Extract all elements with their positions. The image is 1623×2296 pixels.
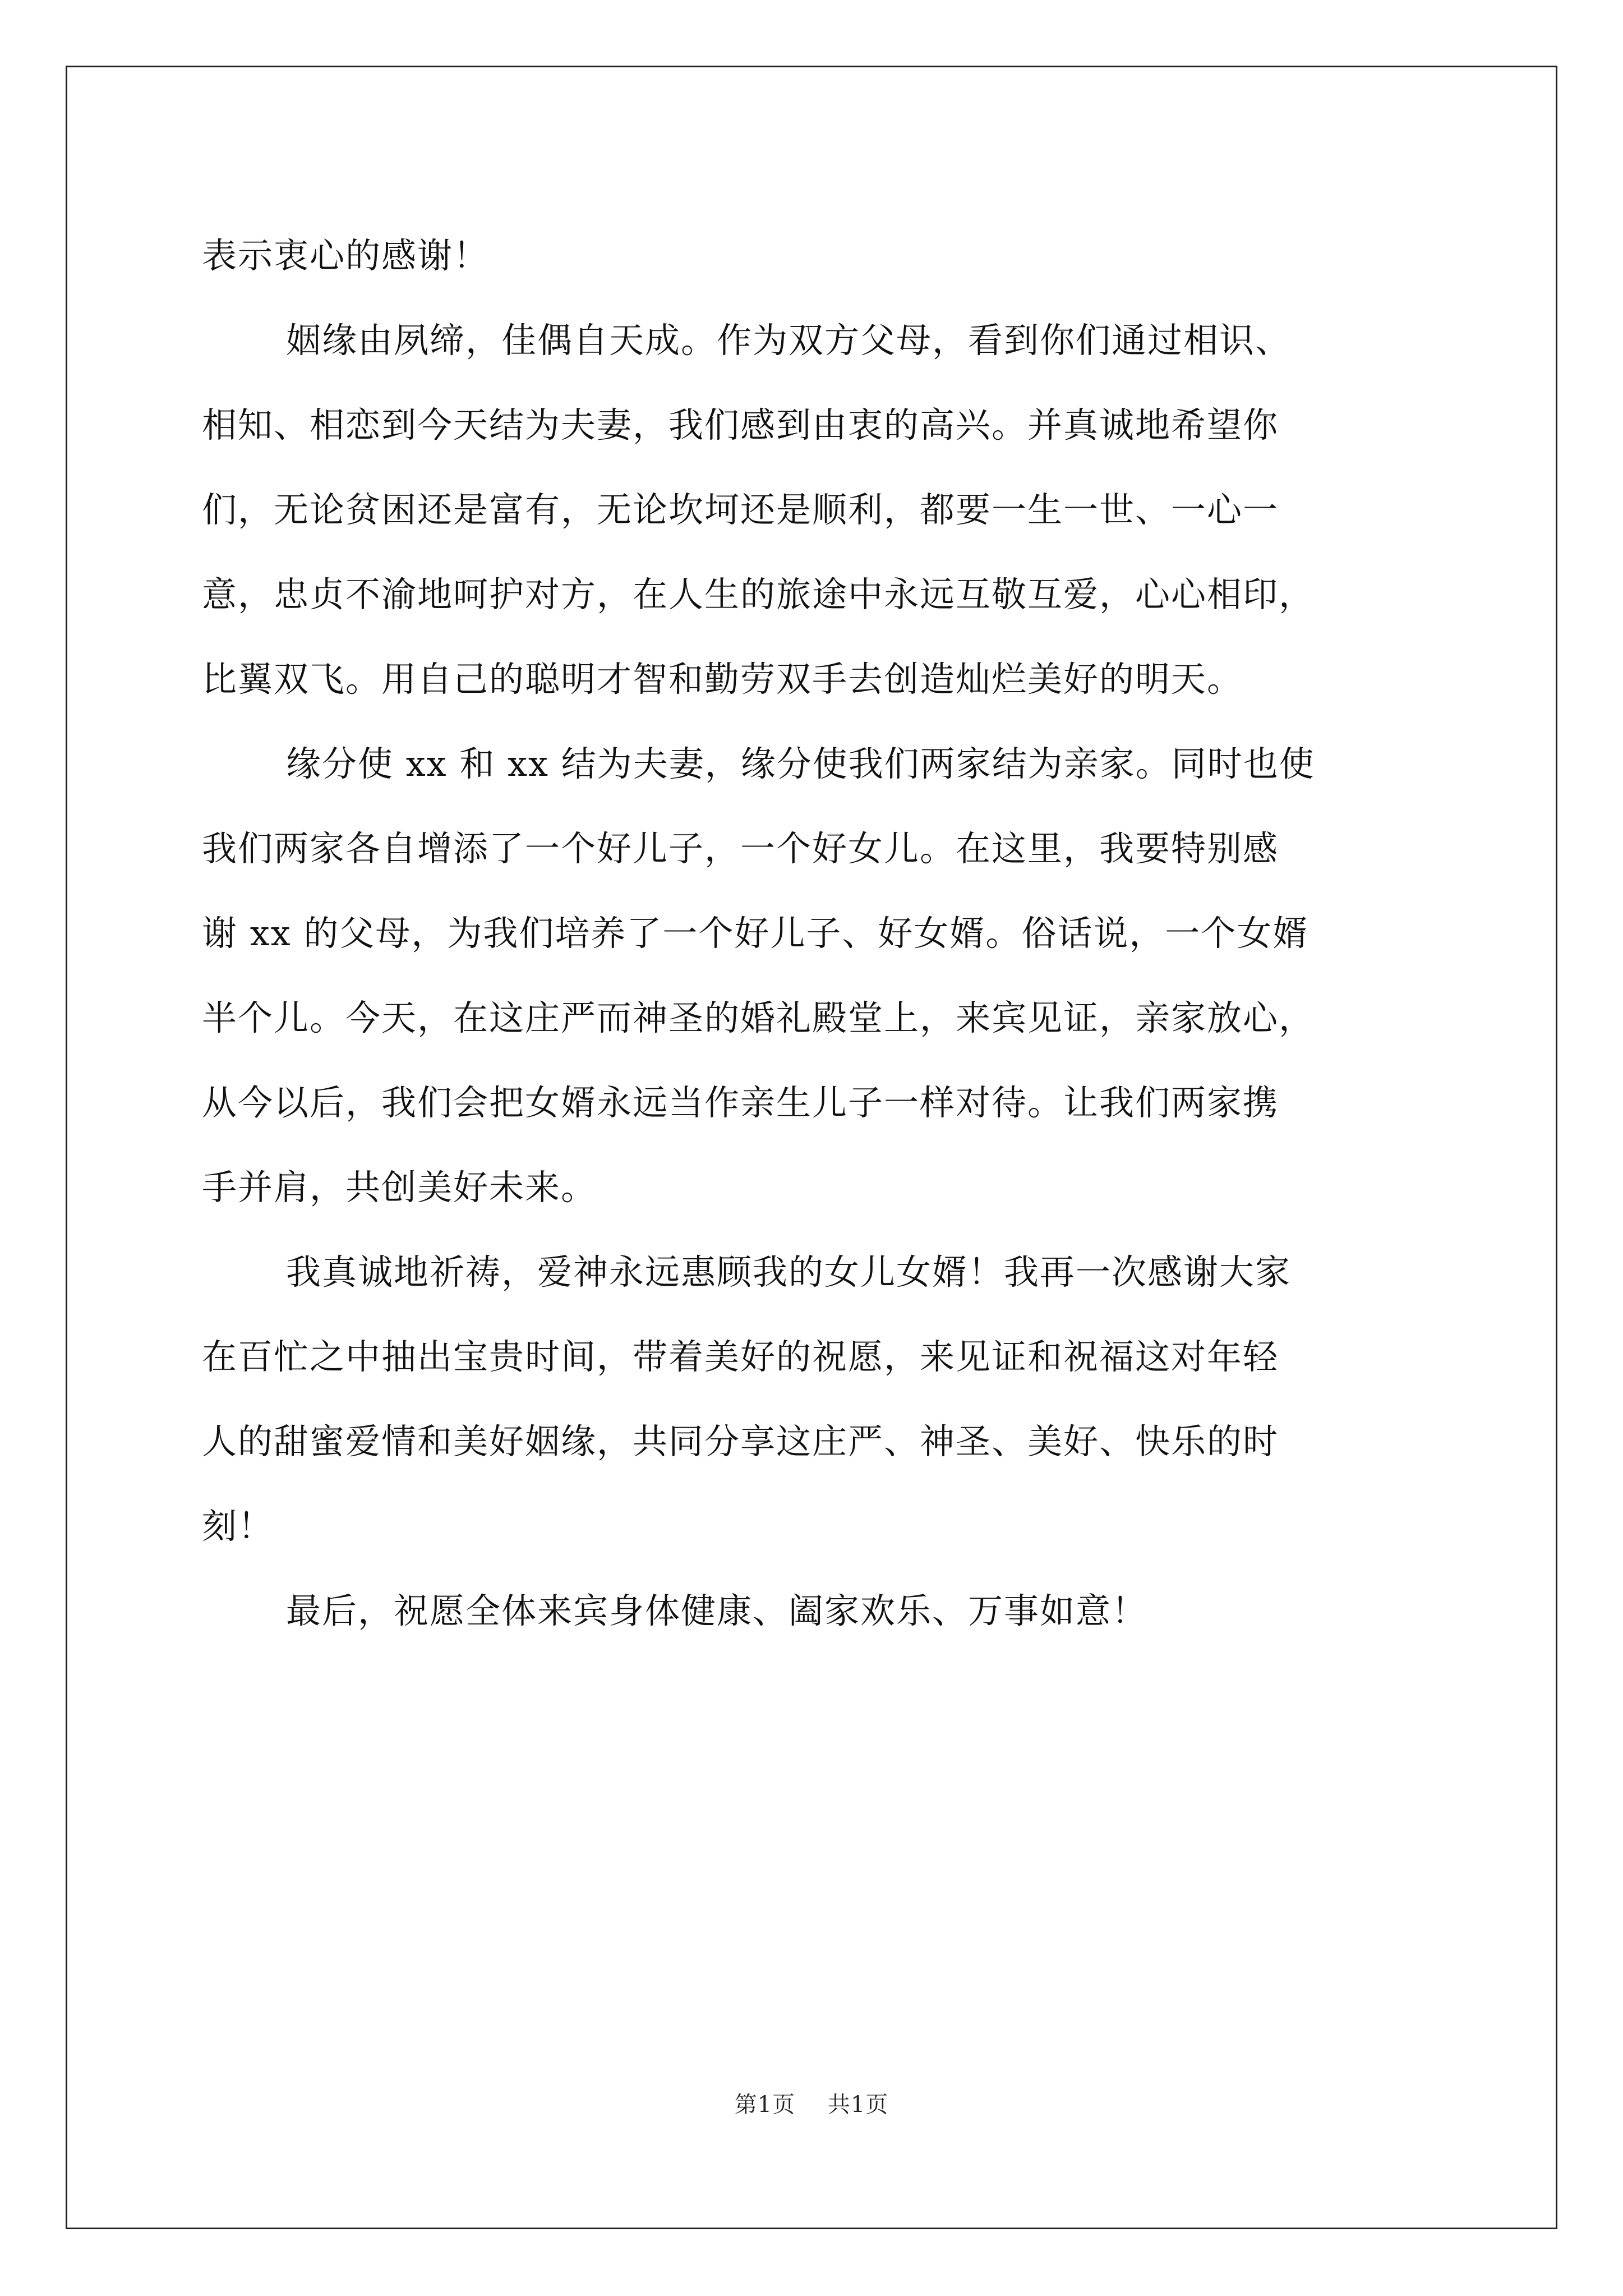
paragraph-start-line: 姻缘由夙缔，佳偶自天成。作为双方父母，看到你们通过相识、 [286,320,1292,361]
page-number: 第1页 [734,2092,796,2118]
text-line: 们，无论贫困还是富有，无论坎坷还是顺利，都要一生一世、一心一 [202,489,1279,530]
paragraph-start-line: 缘分使 xx 和 xx 结为夫妻，缘分使我们两家结为亲家。同时也使 [286,743,1315,784]
text-line: 表示衷心的感谢！ [202,235,490,276]
paragraph-start-line: 我真诚地祈祷，爱神永远惠顾我的女儿女婿！我再一次感谢大家 [286,1251,1292,1292]
paragraph-start-line: 最后，祝愿全体来宾身体健康、阖家欢乐、万事如意！ [286,1590,1148,1631]
text-line: 相知、相恋到今天结为夫妻，我们感到由衷的高兴。并真诚地希望你 [202,404,1279,445]
text-line: 在百忙之中抽出宝贵时间，带着美好的祝愿，来见证和祝福这对年轻 [202,1336,1279,1377]
document-body [202,213,1424,1653]
text-line: 手并肩，共创美好未来。 [202,1167,597,1208]
text-line: 比翼双飞。用自己的聪明才智和勤劳双手去创造灿烂美好的明天。 [202,659,1243,700]
text-line: 从今以后，我们会把女婿永远当作亲生儿子一样对待。让我们两家携 [202,1082,1279,1123]
text-line: 人的甜蜜爱情和美好姻缘，共同分享这庄严、神圣、美好、快乐的时 [202,1421,1279,1462]
text-line: 我们两家各自增添了一个好儿子，一个好女儿。在这里，我要特别感 [202,828,1279,869]
page-total: 共1页 [827,2092,889,2118]
page-footer [0,2087,1623,2119]
text-line: 刻！ [202,1506,274,1547]
text-line: 意，忠贞不渝地呵护对方，在人生的旅途中永远互敬互爱，心心相印， [202,574,1315,615]
text-line: 半个儿。今天，在这庄严而神圣的婚礼殿堂上，来宾见证，亲家放心， [202,997,1315,1038]
text-line: 谢 xx 的父母，为我们培养了一个好儿子、好女婿。俗话说，一个女婿 [202,913,1309,954]
